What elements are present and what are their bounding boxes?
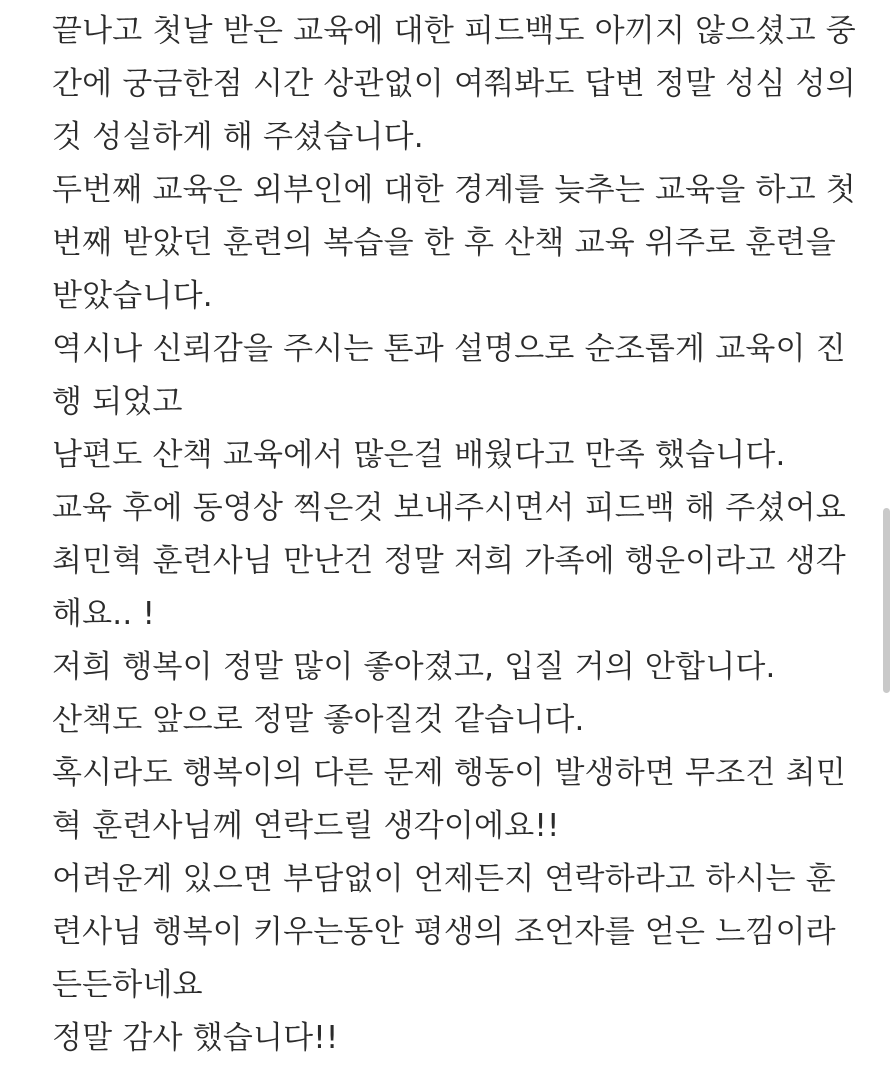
text-line: 산책도 앞으로 정말 좋아질것 같습니다. (52, 702, 585, 738)
text-line: 남편도 산책 교육에서 많은걸 배웠다고 만족 했습니다. (52, 437, 786, 473)
text-line: 해요.. ! (52, 596, 156, 632)
text-line: 혁 훈련사님께 연락드릴 생각이에요!! (52, 808, 560, 844)
text-line: 번째 받았던 훈련의 복습을 한 후 산책 교육 위주로 훈련을 (52, 225, 836, 261)
text-line: 교육 후에 동영상 찍은것 보내주시면서 피드백 해 주셨어요 (52, 490, 846, 526)
text-line: 것 성실하게 해 주셨습니다. (52, 119, 424, 155)
text-line: 행 되었고 (52, 384, 183, 420)
text-line: 련사님 행복이 키우는동안 평생의 조언자를 얻은 느낌이라 (52, 914, 836, 950)
text-line: 간에 궁금한점 시간 상관없이 여쭤봐도 답변 정말 성심 성의 (52, 66, 856, 102)
text-line: 든든하네요 (52, 967, 203, 1003)
text-line: 정말 감사 했습니다!! (52, 1020, 339, 1056)
review-text (52, 0, 856, 1060)
text-line: 저희 행복이 정말 많이 좋아졌고, 입질 거의 안합니다. (52, 649, 776, 685)
text-line: 끝나고 첫날 받은 교육에 대한 피드백도 아끼지 않으셨고 중 (52, 13, 856, 49)
text-line: 혹시라도 행복이의 다른 문제 행동이 발생하면 무조건 최민 (52, 755, 846, 791)
text-line: 역시나 신뢰감을 주시는 톤과 설명으로 순조롭게 교육이 진 (52, 331, 846, 367)
scrollbar-thumb[interactable] (883, 508, 890, 693)
text-line: 받았습니다. (52, 278, 213, 314)
text-line: 어려운게 있으면 부담없이 언제든지 연락하라고 하시는 훈 (52, 861, 836, 897)
text-line: 최민혁 훈련사님 만난건 정말 저희 가족에 행운이라고 생각 (52, 543, 846, 579)
text-line: 두번째 교육은 외부인에 대한 경계를 늦추는 교육을 하고 첫 (52, 172, 856, 208)
